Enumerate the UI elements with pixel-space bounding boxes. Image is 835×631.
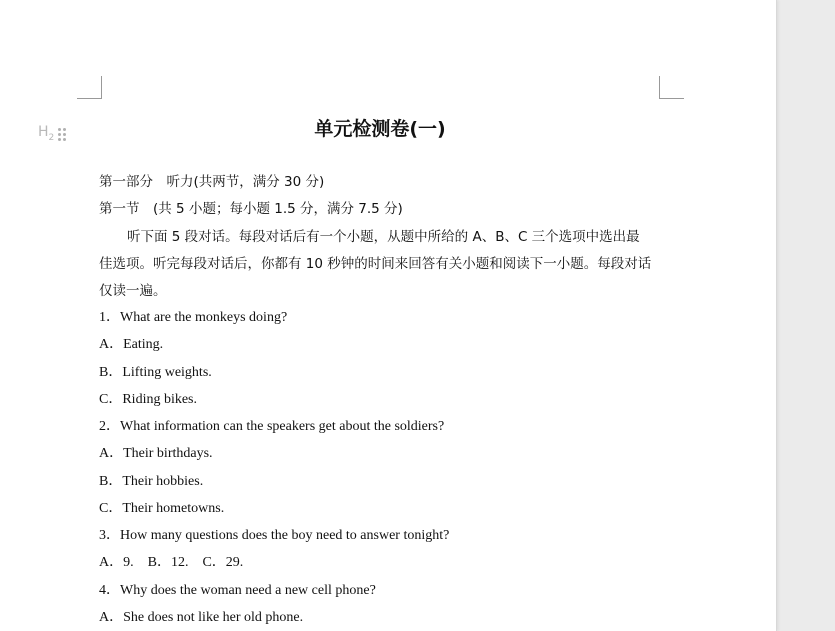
drag-handle-icon[interactable] <box>58 128 66 141</box>
question-1-option-a: A．Eating. <box>99 337 164 352</box>
question-4-option-a: A．She does not like her old phone. <box>99 610 304 625</box>
question-1: 1．What are the monkeys doing? <box>99 310 288 325</box>
question-2-option-a: A．Their birthdays. <box>99 446 213 461</box>
question-2-option-c: C．Their hometowns. <box>99 501 225 516</box>
section-heading-part-one: 第一部分 听力(共两节，满分 30 分) <box>99 174 325 190</box>
question-4: 4．Why does the woman need a new cell phone? <box>99 583 376 598</box>
question-3-options: A．9. B．12. C．29. <box>99 555 244 570</box>
instruction-line-2: 佳选项。听完每段对话后，你都有 10 秒钟的时间来回答有关小题和阅读下一小题。每段对话 <box>99 256 652 272</box>
instruction-line-3: 仅读一遍。 <box>99 283 167 299</box>
instruction-line-1: 听下面 5 段对话。每段对话后有一个小题，从题中所给的 A、B、C 三个选项中选出最 <box>127 229 640 245</box>
question-1-option-b: B．Lifting weights. <box>99 365 212 380</box>
margin-crop-mark-top-right <box>659 76 684 99</box>
section-heading-section-one: 第一节 (共 5 小题；每小题 1.5 分，满分 7.5 分) <box>99 201 403 217</box>
question-3: 3．How many questions does the boy need to answer tonight? <box>99 528 450 543</box>
question-2: 2．What information can the speakers get about the soldiers? <box>99 419 445 434</box>
question-2-option-b: B．Their hobbies. <box>99 474 204 489</box>
heading-style-marker[interactable] <box>38 124 66 146</box>
heading-level-icon: $H_2$ <box>38 124 55 143</box>
question-1-option-c: C．Riding bikes. <box>99 392 198 407</box>
margin-crop-mark-top-left <box>77 76 102 99</box>
document-title: 单元检测卷(一) <box>314 118 446 140</box>
